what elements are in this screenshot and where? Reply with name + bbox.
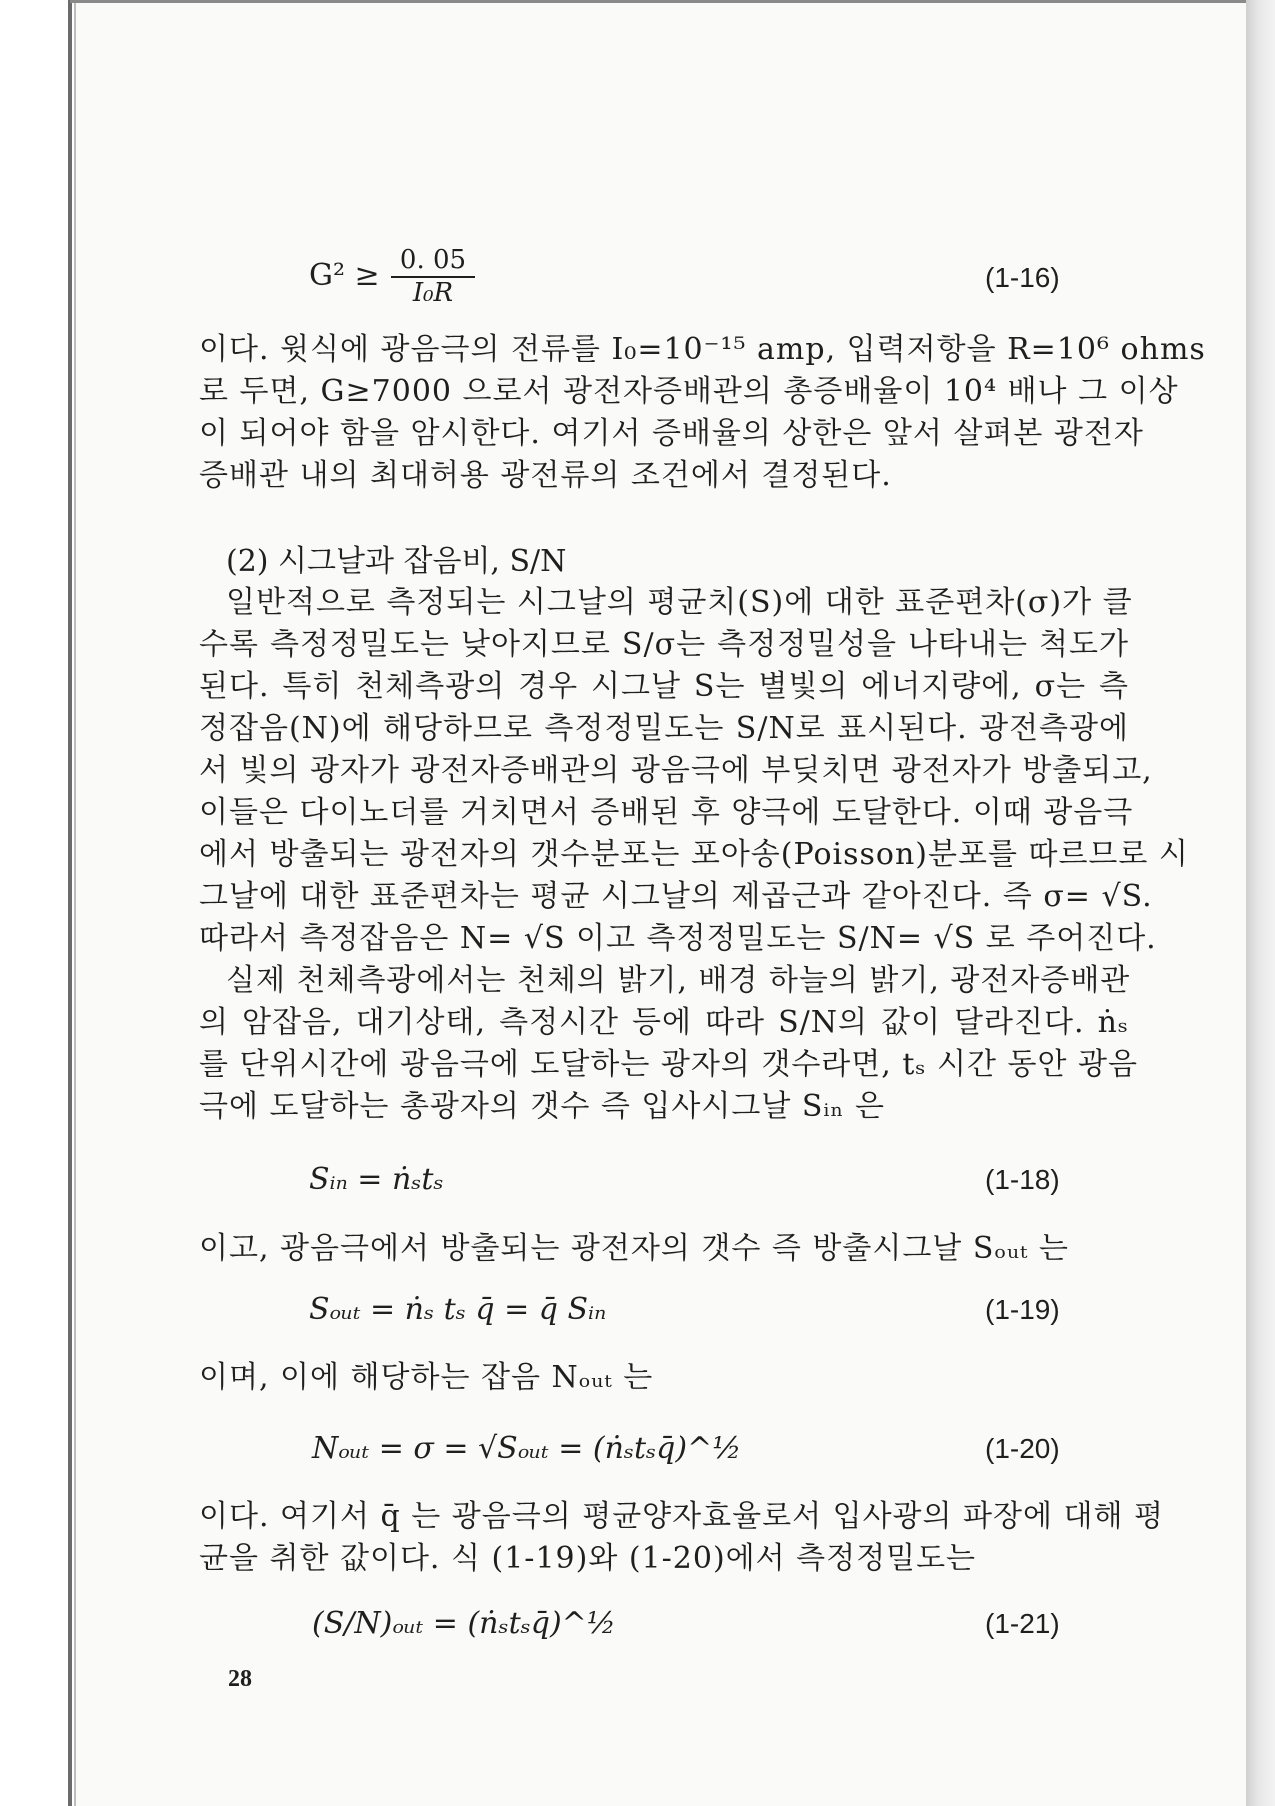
paragraph-1-line-1: 이다. 윗식에 광음극의 전류를 I₀=10⁻¹⁵ amp, 입력저항을 R=10⁶ ohms — [199, 332, 1206, 367]
paragraph-2-line-8: 그날에 대한 표준편차는 평균 시그날의 제곱근과 같아진다. 즉 σ= √S. — [199, 879, 1153, 914]
paragraph-3-line-1: 실제 천체측광에서는 천체의 밝기, 배경 하늘의 밝기, 광전자증배관 — [226, 963, 1131, 998]
paragraph-2-line-3: 된다. 특히 천체측광의 경우 시그날 S는 별빛의 에너지량에, σ는 측 — [199, 669, 1129, 704]
paragraph-3-line-2: 의 암잡음, 대기상태, 측정시간 등에 따라 S/N의 값이 달라진다. ṅₛ — [199, 1005, 1129, 1040]
equation-1-19: Sₒᵤₜ = ṅₛ tₛ q̄ = q̄ Sᵢₙ — [309, 1292, 607, 1327]
equation-label-1-19: (1-19) — [985, 1294, 1060, 1325]
equation-1-16-numerator: 0. 05 — [391, 245, 475, 278]
equation-label-1-18: (1-18) — [985, 1164, 1060, 1195]
equation-label-1-20: (1-20) — [985, 1433, 1060, 1464]
equation-label-1-21: (1-21) — [985, 1608, 1060, 1639]
page-number: 28 — [228, 1666, 252, 1692]
paragraph-1-line-2: 로 두면, G≥7000 으로서 광전자증배관의 총증배율이 10⁴ 배나 그 이상 — [199, 374, 1179, 409]
text-after-equation-1-19: 이며, 이에 해당하는 잡음 Nₒᵤₜ 는 — [199, 1360, 654, 1395]
equation-label-1-16: (1-16) — [985, 262, 1060, 293]
paragraph-3-line-3: 를 단위시간에 광음극에 도달하는 광자의 갯수라면, tₛ 시간 동안 광음 — [199, 1047, 1138, 1082]
paragraph-4-line-2: 균을 취한 값이다. 식 (1-19)와 (1-20)에서 측정정밀도는 — [199, 1541, 977, 1576]
equation-1-16-denominator: I₀R — [412, 278, 454, 308]
paragraph-1-line-3: 이 되어야 함을 암시한다. 여기서 증배율의 상한은 앞서 살펴본 광전자 — [199, 416, 1144, 451]
paragraph-2-line-9: 따라서 측정잡음은 N= √S 이고 측정정밀도는 S/N= √S 로 주어진다. — [199, 921, 1157, 956]
paragraph-2-line-7: 에서 방출되는 광전자의 갯수분포는 포아송(Poisson)분포를 따르므로 시 — [199, 837, 1189, 872]
paragraph-2-line-4: 정잡음(N)에 해당하므로 측정정밀도는 S/N로 표시된다. 광전측광에 — [199, 711, 1129, 746]
equation-1-18: Sᵢₙ = ṅₛtₛ — [309, 1162, 444, 1197]
book-spine-edge — [68, 0, 72, 1806]
equation-1-16-fraction — [391, 245, 475, 308]
equation-1-16-lhs: G² ≥ — [309, 258, 380, 293]
page-margin-left — [0, 0, 72, 1806]
equation-1-20: Nₒᵤₜ = σ = √Sₒᵤₜ = (ṅₛtₛq̄)^½ — [312, 1431, 742, 1466]
paragraph-2-line-6: 이들은 다이노더를 거치면서 증배된 후 양극에 도달한다. 이때 광음극 — [199, 795, 1134, 830]
text-after-equation-1-18: 이고, 광음극에서 방출되는 광전자의 갯수 즉 방출시그날 Sₒᵤₜ 는 — [199, 1231, 1069, 1266]
paragraph-2-line-1: 일반적으로 측정되는 시그날의 평균치(S)에 대한 표준편차(σ)가 클 — [226, 585, 1133, 620]
page-top-edge — [70, 0, 1246, 3]
paragraph-3-line-4: 극에 도달하는 총광자의 갯수 즉 입사시그날 Sᵢₙ 은 — [199, 1089, 885, 1124]
paragraph-2-line-5: 서 빛의 광자가 광전자증배관의 광음극에 부딪치면 광전자가 방출되고, — [199, 753, 1153, 788]
equation-1-21: (S/N)ₒᵤₜ = (ṅₛtₛq̄)^½ — [312, 1606, 616, 1641]
paragraph-4-line-1: 이다. 여기서 q̄ 는 광음극의 평균양자효율로서 입사광의 파장에 대해 평 — [199, 1499, 1165, 1534]
paragraph-1-line-4: 증배관 내의 최대허용 광전류의 조건에서 결정된다. — [199, 458, 892, 493]
paragraph-2-line-2: 수록 측정정밀도는 낮아지므로 S/σ는 측정정밀성을 나타내는 척도가 — [199, 627, 1129, 662]
page-right-shadow — [1246, 0, 1275, 1806]
section-heading: (2) 시그날과 잡음비, S/N — [226, 544, 567, 579]
